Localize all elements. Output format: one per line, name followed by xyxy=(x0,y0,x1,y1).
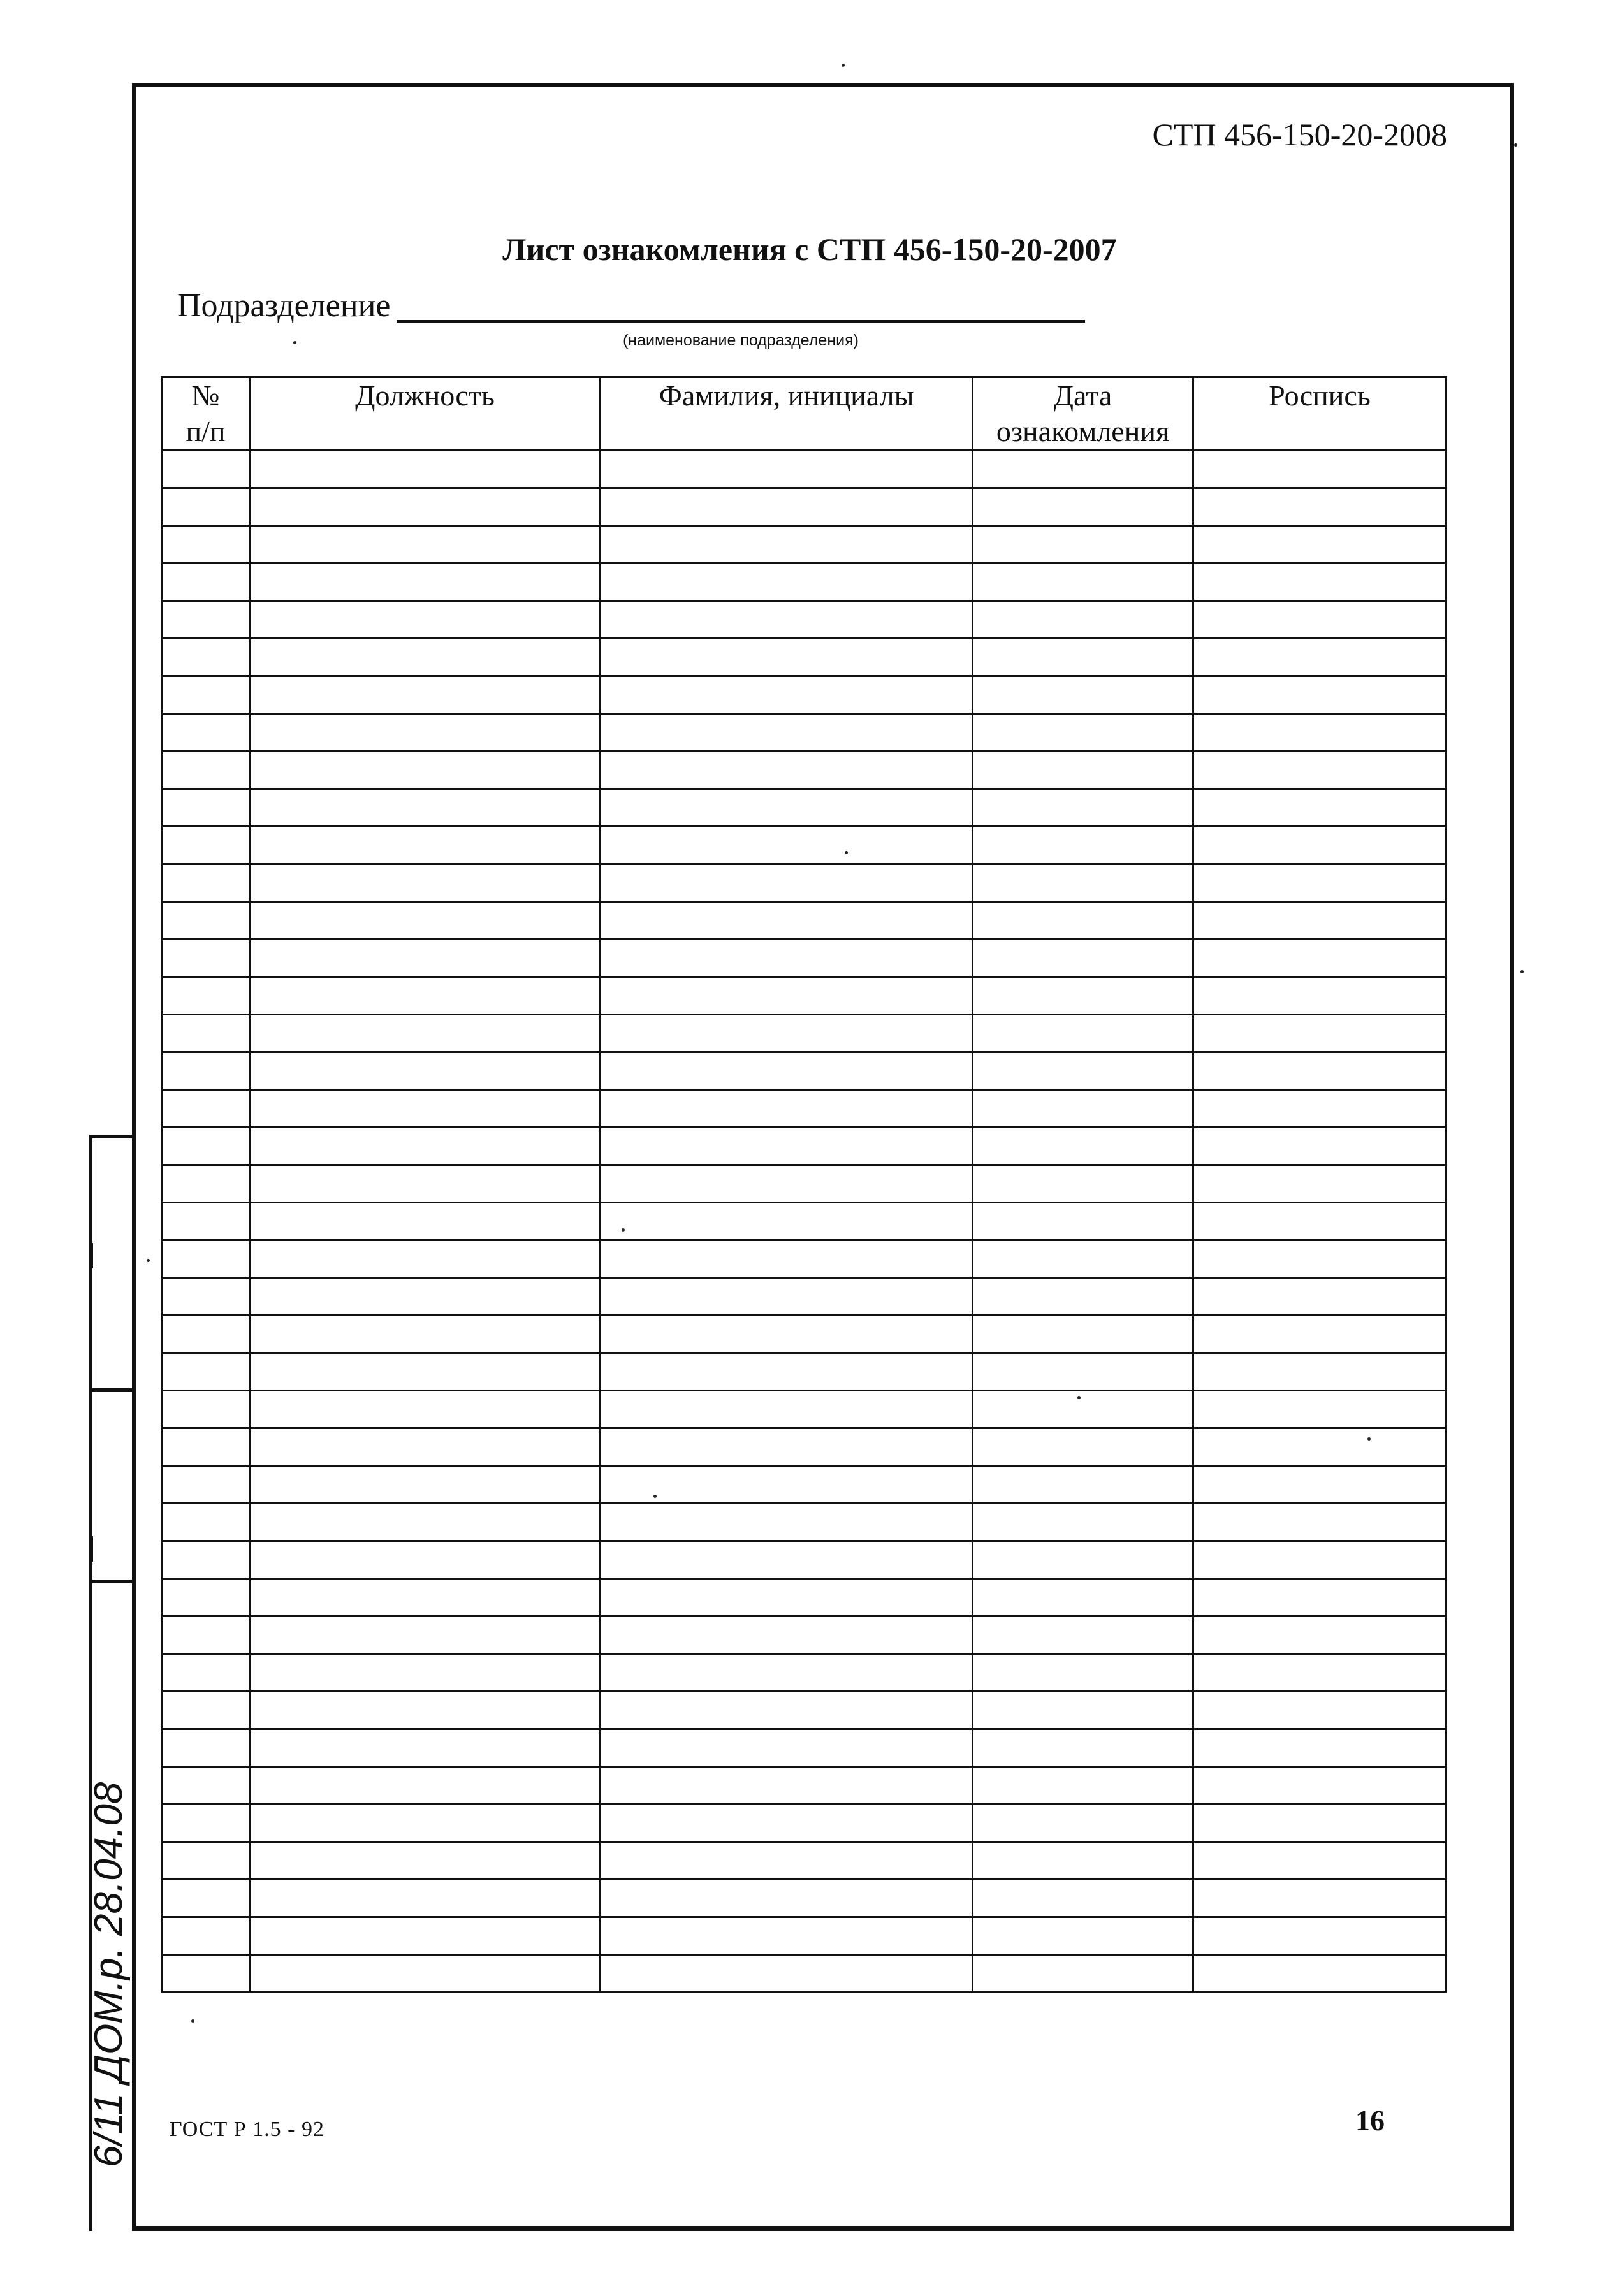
table-cell xyxy=(973,1090,1193,1128)
table-body xyxy=(162,451,1447,1993)
scan-speck xyxy=(1520,970,1524,973)
table-cell xyxy=(601,1654,973,1692)
table-cell xyxy=(601,1391,973,1428)
table-cell xyxy=(1193,1278,1447,1316)
table-cell xyxy=(973,864,1193,902)
table-cell xyxy=(1193,789,1447,827)
table-cell xyxy=(1193,1090,1447,1128)
table-cell xyxy=(162,1203,250,1240)
table-cell xyxy=(162,451,250,488)
table-cell xyxy=(250,714,601,752)
table-cell xyxy=(250,1240,601,1278)
table-row xyxy=(162,940,1447,977)
table-cell xyxy=(1193,1692,1447,1729)
table-header-row xyxy=(162,377,1447,451)
table-row xyxy=(162,1090,1447,1128)
table-cell xyxy=(250,752,601,789)
margin-tick xyxy=(89,1580,134,1583)
table-cell xyxy=(973,1316,1193,1353)
table-cell xyxy=(601,1692,973,1729)
table-cell xyxy=(1193,1052,1447,1090)
table-cell xyxy=(162,488,250,526)
footer-standard: ГОСТ Р 1.5 - 92 xyxy=(170,2118,324,2141)
table-cell xyxy=(1193,1128,1447,1165)
table-cell xyxy=(973,714,1193,752)
document-code: СТП 456-150-20-2008 xyxy=(1152,117,1447,152)
table-cell xyxy=(973,1955,1193,1993)
table-cell xyxy=(250,1052,601,1090)
table-cell xyxy=(250,1692,601,1729)
table-cell xyxy=(162,1090,250,1128)
handwritten-margin-note: 6/11 ДОМ.р. 28.04.08 xyxy=(87,1782,131,2167)
table-cell xyxy=(250,639,601,676)
table-cell xyxy=(1193,601,1447,639)
table-cell xyxy=(162,714,250,752)
table-row xyxy=(162,639,1447,676)
table-cell xyxy=(162,864,250,902)
column-header-date xyxy=(973,377,1193,451)
table-cell xyxy=(162,1015,250,1052)
table-cell xyxy=(973,1278,1193,1316)
table-cell xyxy=(250,789,601,827)
table-row xyxy=(162,1278,1447,1316)
table-cell xyxy=(250,1955,601,1993)
table-cell xyxy=(601,601,973,639)
table-cell xyxy=(250,1617,601,1654)
table-cell xyxy=(1193,1955,1447,1993)
table-cell xyxy=(601,1880,973,1917)
table-cell xyxy=(162,1842,250,1880)
column-header-position xyxy=(250,377,601,451)
table-cell xyxy=(601,1917,973,1955)
table-cell xyxy=(250,526,601,563)
table-cell xyxy=(601,1579,973,1617)
table-cell xyxy=(1193,1767,1447,1805)
table-cell xyxy=(1193,1541,1447,1579)
scan-speck xyxy=(653,1495,657,1498)
scan-speck xyxy=(191,2019,194,2023)
table-cell xyxy=(1193,1917,1447,1955)
table-row xyxy=(162,488,1447,526)
department-fill-line xyxy=(397,320,1085,323)
table-cell xyxy=(250,1466,601,1504)
table-cell xyxy=(973,1729,1193,1767)
table-cell xyxy=(973,1917,1193,1955)
table-row xyxy=(162,1842,1447,1880)
table-row xyxy=(162,1391,1447,1428)
table-cell xyxy=(250,1842,601,1880)
table-cell xyxy=(973,902,1193,940)
margin-tick xyxy=(89,1388,134,1392)
table-cell xyxy=(250,1128,601,1165)
table-cell xyxy=(601,1842,973,1880)
table-cell xyxy=(601,1617,973,1654)
table-row xyxy=(162,789,1447,827)
table-cell xyxy=(973,1692,1193,1729)
table-cell xyxy=(162,789,250,827)
table-cell xyxy=(162,1767,250,1805)
table-cell xyxy=(973,1466,1193,1504)
table-cell xyxy=(162,752,250,789)
column-header-line: № xyxy=(191,379,220,412)
table-cell xyxy=(973,676,1193,714)
table-cell xyxy=(250,902,601,940)
scan-speck xyxy=(1514,143,1517,147)
table-cell xyxy=(601,1805,973,1842)
table-cell xyxy=(162,1128,250,1165)
table-cell xyxy=(250,1504,601,1541)
table-cell xyxy=(162,1466,250,1504)
table-cell xyxy=(250,1090,601,1128)
table-row xyxy=(162,1729,1447,1767)
table-row xyxy=(162,827,1447,864)
table-cell xyxy=(162,1880,250,1917)
sheet-title: Лист ознакомления с СТП 456-150-20-2007 xyxy=(502,231,1117,267)
table-row xyxy=(162,676,1447,714)
table-cell xyxy=(973,526,1193,563)
table-cell xyxy=(162,1729,250,1767)
column-header-signature xyxy=(1193,377,1447,451)
table-cell xyxy=(973,827,1193,864)
table-cell xyxy=(1193,1353,1447,1391)
table-row xyxy=(162,1466,1447,1504)
table-cell xyxy=(162,1165,250,1203)
table-row xyxy=(162,601,1447,639)
table-cell xyxy=(162,676,250,714)
table-cell xyxy=(1193,977,1447,1015)
table-cell xyxy=(250,1579,601,1617)
table-cell xyxy=(973,601,1193,639)
table-cell xyxy=(973,1203,1193,1240)
table-cell xyxy=(973,1842,1193,1880)
table-cell xyxy=(162,526,250,563)
table-cell xyxy=(973,1015,1193,1052)
table-cell xyxy=(250,977,601,1015)
table-cell xyxy=(601,1767,973,1805)
column-header-line: Роспись xyxy=(1269,379,1371,412)
table-cell xyxy=(601,752,973,789)
table-cell xyxy=(1193,1428,1447,1466)
table-cell xyxy=(973,1353,1193,1391)
table-cell xyxy=(250,1805,601,1842)
table-cell xyxy=(162,1391,250,1428)
table-cell xyxy=(1193,827,1447,864)
table-cell xyxy=(250,1880,601,1917)
table-cell xyxy=(973,1128,1193,1165)
table-cell xyxy=(250,1767,601,1805)
table-cell xyxy=(601,1316,973,1353)
table-cell xyxy=(601,864,973,902)
table-cell xyxy=(250,451,601,488)
table-cell xyxy=(601,902,973,940)
table-cell xyxy=(162,1917,250,1955)
table-cell xyxy=(250,1917,601,1955)
table-cell xyxy=(601,1504,973,1541)
table-cell xyxy=(601,827,973,864)
table-cell xyxy=(973,639,1193,676)
table-cell xyxy=(973,1541,1193,1579)
table-cell xyxy=(601,676,973,714)
table-cell xyxy=(973,1579,1193,1617)
table-cell xyxy=(973,1504,1193,1541)
column-header-number xyxy=(162,377,250,451)
scan-speck xyxy=(1077,1396,1081,1399)
table-cell xyxy=(1193,563,1447,601)
table-cell xyxy=(601,1052,973,1090)
table-cell xyxy=(1193,1391,1447,1428)
table-row xyxy=(162,1617,1447,1654)
table-cell xyxy=(601,1090,973,1128)
column-header-line: Должность xyxy=(355,379,495,412)
table-cell xyxy=(601,714,973,752)
scan-speck xyxy=(293,341,296,344)
table-row xyxy=(162,1128,1447,1165)
table-row xyxy=(162,563,1447,601)
table-cell xyxy=(250,601,601,639)
table-cell xyxy=(1193,864,1447,902)
table-cell xyxy=(601,1955,973,1993)
table-cell xyxy=(973,1654,1193,1692)
table-cell xyxy=(162,1353,250,1391)
table-row xyxy=(162,714,1447,752)
table-row xyxy=(162,1165,1447,1203)
table-cell xyxy=(973,1165,1193,1203)
table-cell xyxy=(601,1729,973,1767)
table-cell xyxy=(1193,451,1447,488)
department-label: Подразделение xyxy=(177,287,391,324)
table-row xyxy=(162,1880,1447,1917)
table-row xyxy=(162,1240,1447,1278)
column-header-line: Дата xyxy=(1053,379,1112,412)
table-cell xyxy=(973,1391,1193,1428)
table-row xyxy=(162,526,1447,563)
table-cell xyxy=(162,1955,250,1993)
column-header-line: ознакомления xyxy=(996,415,1170,447)
table-row xyxy=(162,1428,1447,1466)
table-cell xyxy=(162,1692,250,1729)
table-cell xyxy=(1193,1729,1447,1767)
table-cell xyxy=(973,940,1193,977)
table-row xyxy=(162,1917,1447,1955)
table-cell xyxy=(973,1767,1193,1805)
table-cell xyxy=(1193,1240,1447,1278)
table-cell xyxy=(601,977,973,1015)
table-cell xyxy=(162,1278,250,1316)
table-cell xyxy=(973,789,1193,827)
table-cell xyxy=(601,1015,973,1052)
table-cell xyxy=(973,488,1193,526)
table-cell xyxy=(162,1541,250,1579)
table-row xyxy=(162,752,1447,789)
table-cell xyxy=(250,1316,601,1353)
table-row xyxy=(162,1541,1447,1579)
table-cell xyxy=(162,940,250,977)
table-row xyxy=(162,1579,1447,1617)
table-cell xyxy=(250,1353,601,1391)
table-row xyxy=(162,1805,1447,1842)
table-cell xyxy=(973,977,1193,1015)
table-cell xyxy=(250,1654,601,1692)
table-cell xyxy=(1193,1316,1447,1353)
table-cell xyxy=(250,676,601,714)
table-cell xyxy=(1193,676,1447,714)
table-row xyxy=(162,451,1447,488)
table-cell xyxy=(250,488,601,526)
table-row xyxy=(162,1353,1447,1391)
table-cell xyxy=(162,1316,250,1353)
table-cell xyxy=(601,563,973,601)
table-cell xyxy=(1193,639,1447,676)
table-cell xyxy=(162,977,250,1015)
table-row xyxy=(162,977,1447,1015)
table-cell xyxy=(162,1428,250,1466)
table-cell xyxy=(973,1428,1193,1466)
table-cell xyxy=(162,1052,250,1090)
table-cell xyxy=(162,1617,250,1654)
table-cell xyxy=(1193,1015,1447,1052)
table-cell xyxy=(162,639,250,676)
table-cell xyxy=(1193,752,1447,789)
table-cell xyxy=(162,1504,250,1541)
table-cell xyxy=(1193,1880,1447,1917)
table-cell xyxy=(601,451,973,488)
margin-tick xyxy=(91,1243,93,1268)
table-cell xyxy=(601,1428,973,1466)
table-cell xyxy=(601,526,973,563)
table-cell xyxy=(1193,1805,1447,1842)
table-row xyxy=(162,1316,1447,1353)
scan-speck xyxy=(842,64,845,67)
table-cell xyxy=(250,1278,601,1316)
table-cell xyxy=(1193,488,1447,526)
table-cell xyxy=(1193,1165,1447,1203)
table-cell xyxy=(162,601,250,639)
table-cell xyxy=(162,827,250,864)
table-cell xyxy=(973,1805,1193,1842)
table-row xyxy=(162,1767,1447,1805)
page-number: 16 xyxy=(1355,2104,1385,2137)
table-cell xyxy=(973,1880,1193,1917)
table-row xyxy=(162,1203,1447,1240)
table-cell xyxy=(1193,940,1447,977)
table-cell xyxy=(1193,1617,1447,1654)
table-cell xyxy=(1193,1654,1447,1692)
acknowledgement-table xyxy=(161,376,1447,1993)
margin-tick xyxy=(89,1135,134,1138)
department-hint: (наименование подразделения) xyxy=(622,331,859,349)
table-cell xyxy=(162,1240,250,1278)
table-cell xyxy=(601,789,973,827)
column-header-line: п/п xyxy=(186,415,226,447)
table-row xyxy=(162,902,1447,940)
table-cell xyxy=(250,1428,601,1466)
table-cell xyxy=(601,1353,973,1391)
table-cell xyxy=(601,1128,973,1165)
scan-speck xyxy=(622,1228,625,1232)
table-row xyxy=(162,1504,1447,1541)
scan-speck xyxy=(1367,1437,1371,1441)
table-cell xyxy=(250,1015,601,1052)
scan-speck xyxy=(147,1259,150,1262)
table-cell xyxy=(250,1203,601,1240)
table-cell xyxy=(162,1654,250,1692)
column-header-line: Фамилия, инициалы xyxy=(659,379,914,412)
table-cell xyxy=(601,1278,973,1316)
table-cell xyxy=(1193,714,1447,752)
table-cell xyxy=(1193,1504,1447,1541)
table-row xyxy=(162,1692,1447,1729)
table-cell xyxy=(601,940,973,977)
table-cell xyxy=(601,1240,973,1278)
table-cell xyxy=(601,488,973,526)
table-cell xyxy=(250,827,601,864)
table-cell xyxy=(250,1391,601,1428)
column-header-name xyxy=(601,377,973,451)
table-cell xyxy=(973,1617,1193,1654)
table-cell xyxy=(1193,526,1447,563)
table-cell xyxy=(973,1240,1193,1278)
table-cell xyxy=(162,1805,250,1842)
table-cell xyxy=(1193,902,1447,940)
table-cell xyxy=(601,1466,973,1504)
table-cell xyxy=(250,1729,601,1767)
table-cell xyxy=(1193,1203,1447,1240)
table-cell xyxy=(1193,1842,1447,1880)
table-cell xyxy=(973,1052,1193,1090)
table-row xyxy=(162,1015,1447,1052)
margin-tick xyxy=(91,1536,93,1562)
table-row xyxy=(162,1052,1447,1090)
table-cell xyxy=(162,1579,250,1617)
table-row xyxy=(162,1955,1447,1993)
table-cell xyxy=(1193,1466,1447,1504)
table-cell xyxy=(601,1203,973,1240)
table-cell xyxy=(250,563,601,601)
table-cell xyxy=(973,752,1193,789)
table-cell xyxy=(250,1165,601,1203)
table-cell xyxy=(973,563,1193,601)
table-cell xyxy=(250,864,601,902)
table-cell xyxy=(162,902,250,940)
table-cell xyxy=(250,940,601,977)
table-cell xyxy=(250,1541,601,1579)
table-cell xyxy=(973,451,1193,488)
scan-speck xyxy=(845,851,848,854)
table-cell xyxy=(162,563,250,601)
table-row xyxy=(162,864,1447,902)
table-cell xyxy=(601,639,973,676)
table-cell xyxy=(1193,1579,1447,1617)
table-row xyxy=(162,1654,1447,1692)
table-cell xyxy=(601,1165,973,1203)
table-cell xyxy=(601,1541,973,1579)
